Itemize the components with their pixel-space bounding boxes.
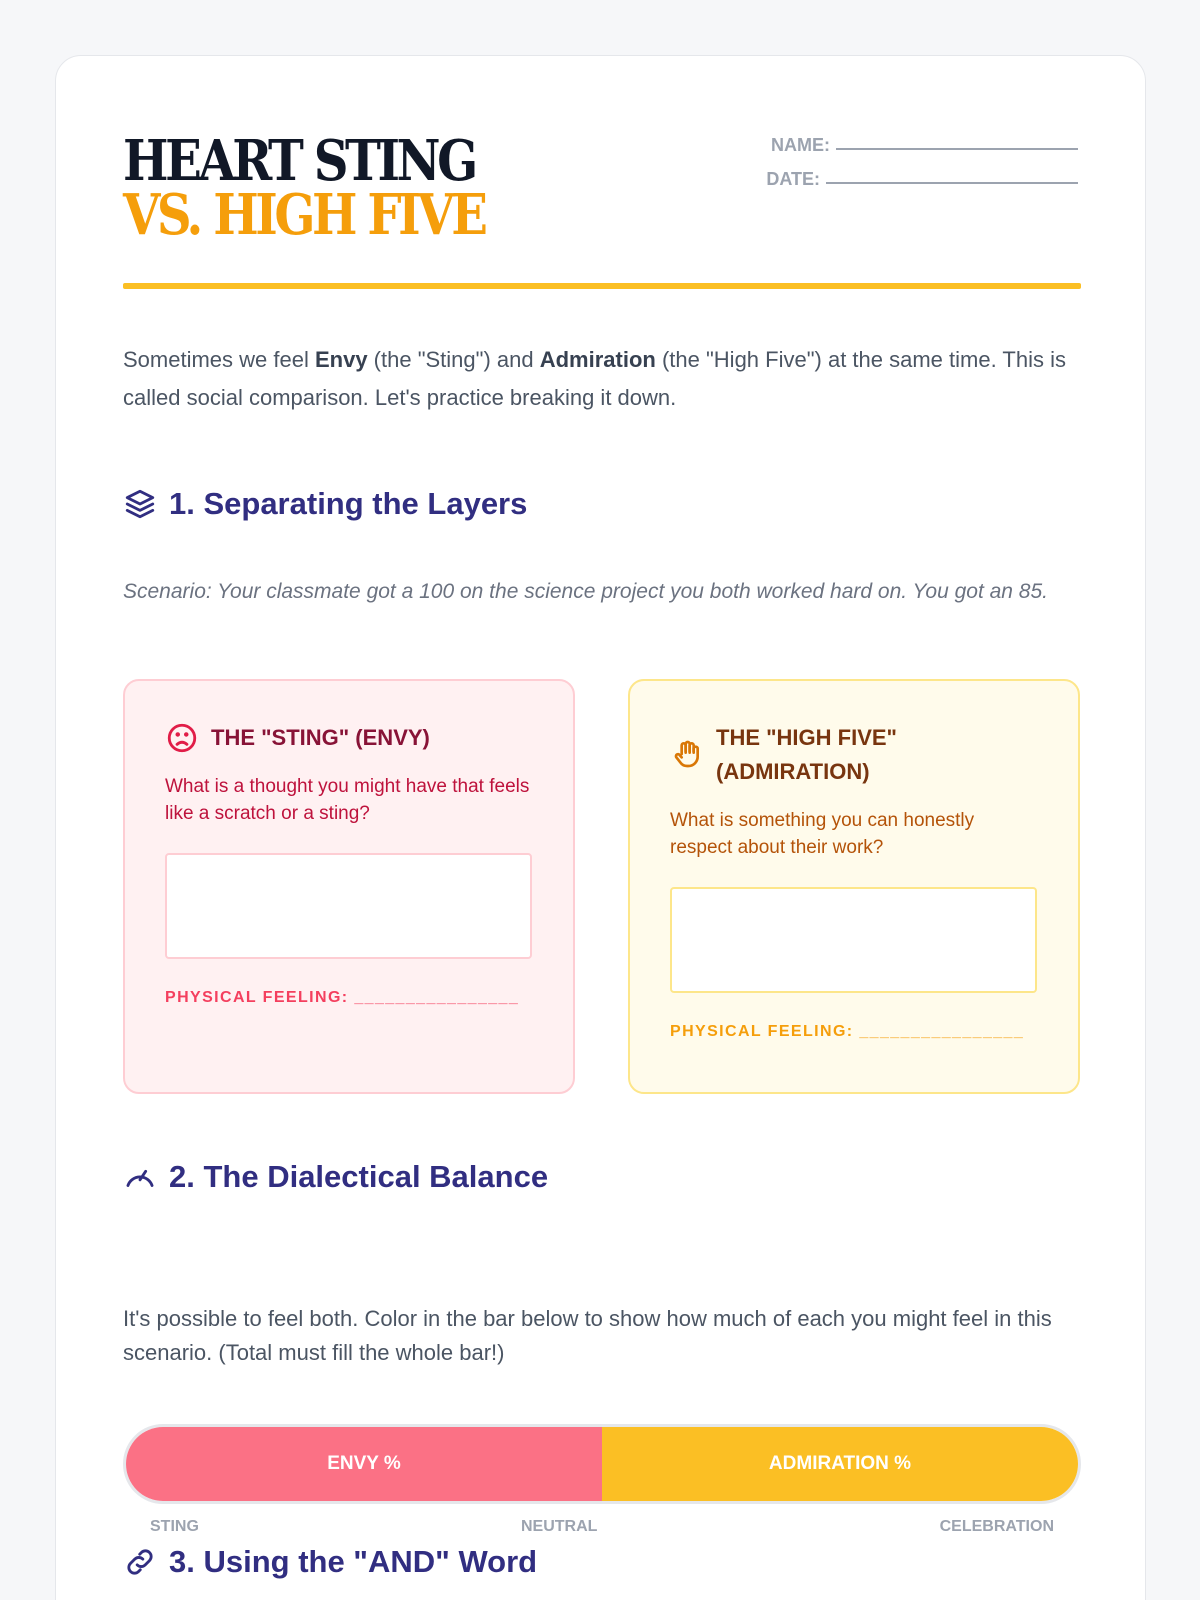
high-five-answer-box[interactable] [670,887,1037,993]
layers-icon [123,487,157,521]
admiration-segment-label: ADMIRATION % [768,1453,912,1474]
name-line [836,148,1078,150]
sting-question: What is a thought you might have that feels like a scratch or a sting? [165,776,530,824]
admiration-segment[interactable] [602,1427,1078,1501]
envy-segment[interactable] [126,1427,602,1501]
balance-instructions: It's possible to feel both. Color in the bar below to show how much of each you might feel in this scenario. (Total must fill the whole bar!) [123,1306,1052,1365]
sting-header [165,721,533,755]
date-line [826,182,1078,184]
high-five-question: What is something you can honestly respect about their work? [670,810,975,858]
intro-text-1: Sometimes we feel [123,347,315,372]
name-field[interactable] [758,122,1078,156]
date-label: DATE: [766,169,820,189]
section-2-heading [123,1159,1081,1195]
name-label: NAME: [771,135,830,155]
high-five-physical-feeling[interactable]: PHYSICAL FEELING: ________________ [670,1023,1025,1040]
section-1-heading [123,486,1081,522]
sting-title: THE "STING" (ENVY) [211,725,430,750]
sting-answer-box[interactable] [165,853,532,959]
intro-paragraph [123,341,1081,417]
scale-label-sting: STING [150,1518,199,1535]
high-five-box [628,679,1080,1094]
header-divider [123,283,1081,289]
name-date-fields [758,122,1078,190]
title-line-1: HEART STING [123,128,475,194]
balance-scale [123,1518,1081,1542]
link-icon [123,1545,157,1579]
gauge-icon [123,1160,157,1194]
high-five-title: THE "HIGH FIVE" (ADMIRATION) [716,725,897,784]
high-five-header [670,721,1038,789]
intro-envy-word: Envy [314,347,368,372]
section-3-title: 3. Using the "AND" Word [169,1544,538,1579]
worksheet-card [55,55,1146,1600]
section-2-title: 2. The Dialectical Balance [169,1159,549,1194]
balance-bar[interactable] [123,1424,1081,1504]
scale-label-neutral: NEUTRAL [521,1518,598,1535]
sting-box [123,679,575,1094]
intro-text-2: (the "Sting") and [367,347,540,372]
frown-icon [165,721,199,755]
sting-physical-feeling[interactable]: PHYSICAL FEELING: ________________ [165,989,520,1006]
intro-text-3: (the "High Five") at the same time. This is called social comparison. Let's practice breaking it down. [123,347,1066,410]
title-line-2: VS. HIGH FIVE [123,182,485,248]
hand-icon [670,737,704,771]
date-field[interactable] [758,156,1078,190]
section-3-heading [123,1544,1081,1580]
envy-segment-label: ENVY % [327,1453,401,1474]
section-1-title: 1. Separating the Layers [169,486,528,521]
scale-label-celebration: CELEBRATION [939,1518,1054,1535]
intro-admiration-word: Admiration [539,347,656,372]
scenario-text: Scenario: Your classmate got a 100 on the science project you both worked hard on. You got an 85. [123,580,1049,603]
